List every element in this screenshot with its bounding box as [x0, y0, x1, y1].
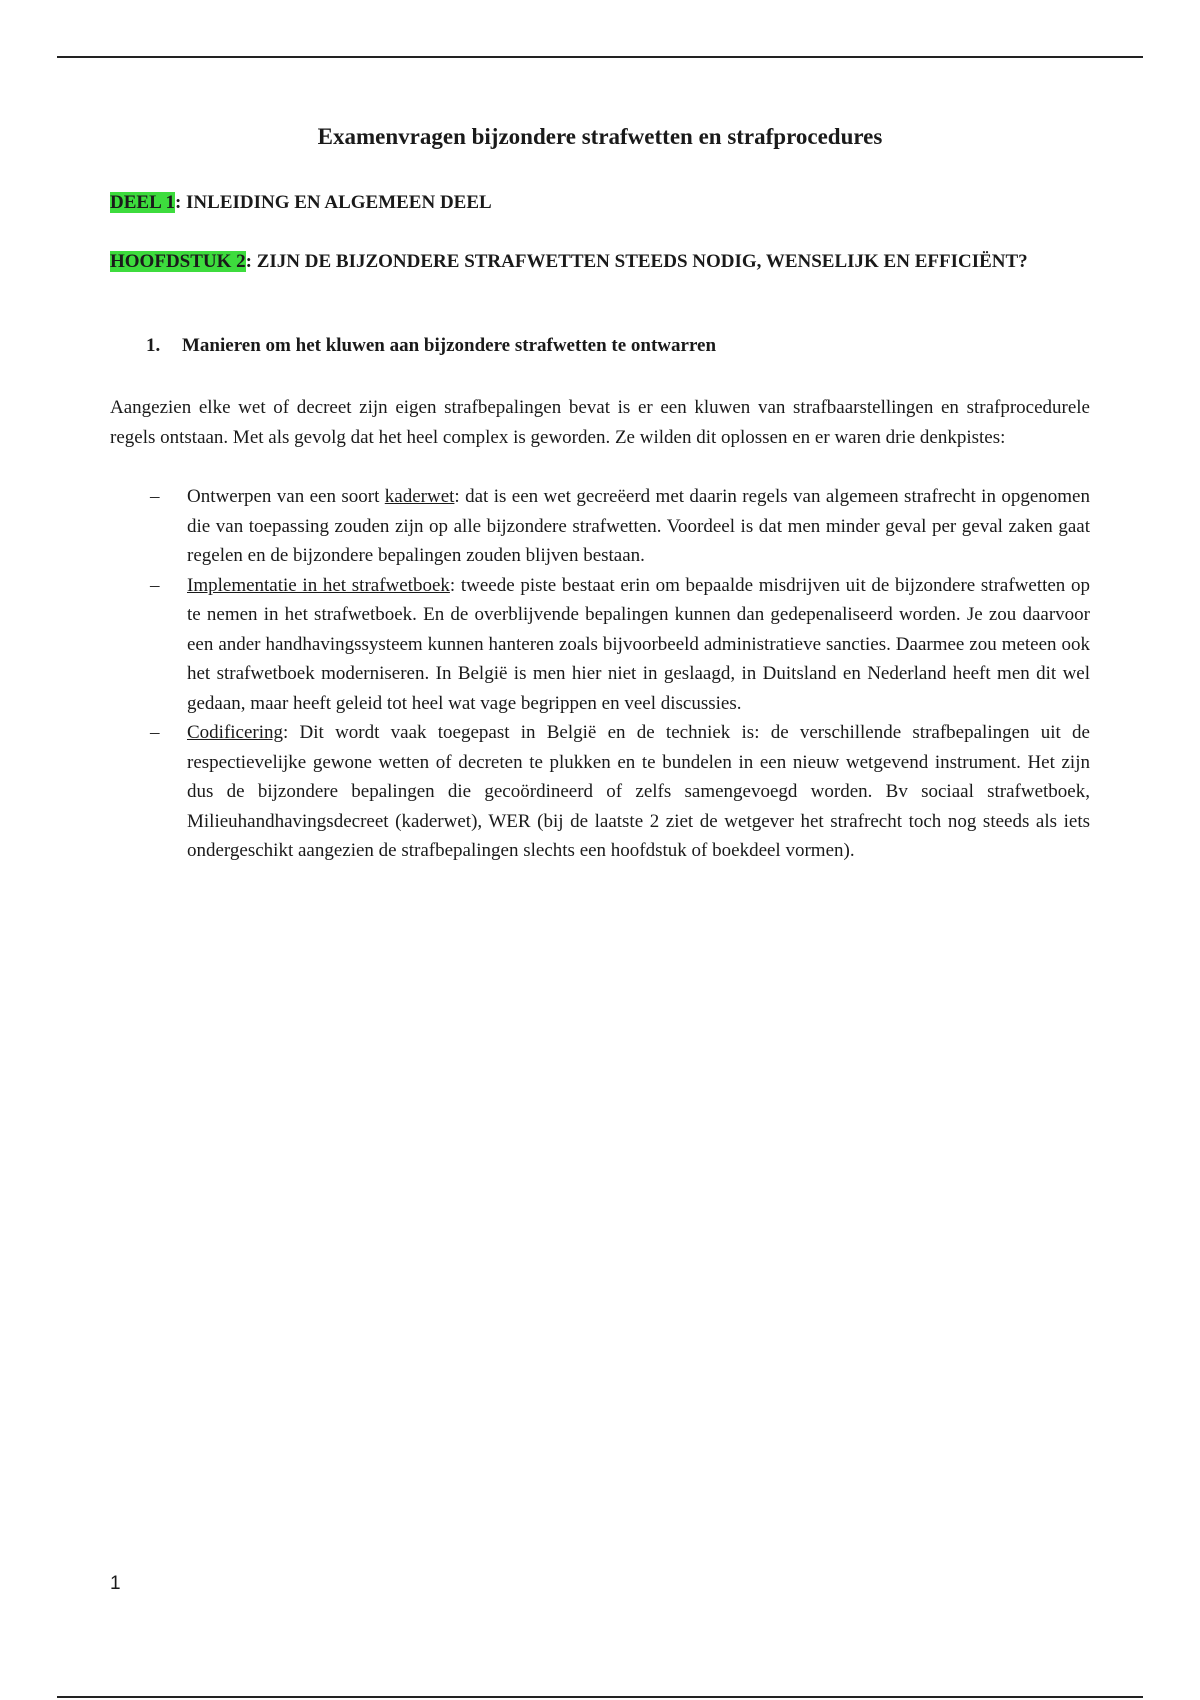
- bullet-dash: –: [150, 574, 160, 596]
- header-rule: [57, 56, 1143, 58]
- bullet-dash: –: [150, 486, 160, 507]
- part-label-highlight: DEEL 1: [110, 192, 175, 213]
- bullet-dash: –: [150, 722, 160, 743]
- bullet-prefix: Ontwerpen van een soort: [187, 486, 385, 507]
- chapter-heading-text: : ZIJN DE BIJZONDERE STRAFWETTEN STEEDS NODIG, WENSELIJK EN EFFICIËNT?: [245, 251, 1028, 272]
- list-item: [110, 482, 1090, 571]
- list-item: [110, 718, 1090, 866]
- chapter-label-highlight: HOOFDSTUK 2: [110, 251, 246, 272]
- page-number: 1: [110, 1573, 121, 1594]
- part-heading-text: : INLEIDING EN ALGEMEEN DEEL: [174, 192, 492, 213]
- section-heading: [146, 335, 716, 357]
- chapter-heading: [110, 247, 1090, 276]
- bullet-text: : dat is een wet gecreëerd met daarin regels van algemeen strafrecht in opgenomen die van toepassing zouden zijn op alle bijzondere strafwetten. Voordeel is dat men minder geval per geval zaken gaat regelen en de bijzondere bepalingen zouden blijven bestaan.: [187, 486, 1090, 566]
- bullet-term: kaderwet: [384, 486, 455, 507]
- bullet-term: Implementatie in het strafwetboek: [187, 574, 450, 596]
- bullet-text: : Dit wordt vaak toegepast in België en de techniek is: de verschillende strafbepalingen uit de respectievelijke gewone wetten of decreten te plukken en te bundelen in een nieuw wetgevend instrument. Het zijn dus de bijzondere bepalingen die gecoördineerd of zelfs samengevoegd worden. Bv sociaal strafwetboek, Milieuhandhavingsdecreet (kaderwet), WER (bij de laatste 2 ziet de wetgever het strafrecht toch nog steeds als iets ondergeschikt aangezien de strafbepalingen slechts een hoofdstuk of boekdeel vormen).: [187, 722, 1090, 861]
- document-title: Examenvragen bijzondere strafwetten en strafprocedures: [317, 124, 883, 149]
- intro-paragraph: Aangezien elke wet of decreet zijn eigen strafbepalingen bevat is er een kluwen van strafbaarstellingen en strafprocedurele regels ontstaan. Met als gevolg dat het heel complex is geworden. Ze wilden dit oplossen en er waren drie denkpistes:: [110, 397, 1090, 448]
- footer-rule: [57, 1696, 1143, 1698]
- part-heading: [110, 188, 1090, 217]
- bullet-list: [110, 482, 1090, 866]
- list-item: [110, 571, 1090, 719]
- bullet-term: Codificering: [187, 722, 284, 743]
- section-number: 1.: [146, 335, 161, 356]
- bullet-text: : tweede piste bestaat erin om bepaalde misdrijven uit de bijzondere strafwetten op te nemen in het strafwetboek. En de overblijvende bepalingen kunnen dan gedepenaliseerd worden. Je zou daarvoor een ander handhavingssysteem kunnen hanteren zoals bijvoorbeeld administratieve sancties. Daarmee zou meteen ook het strafwetboek moderniseren. In België is men hier niet in geslaagd, in Duitsland en Nederland heeft men dit wel gedaan, maar heeft geleid tot heel wat vage begrippen en veel discussies.: [187, 574, 1090, 714]
- section-title: Manieren om het kluwen aan bijzondere strafwetten te ontwarren: [182, 335, 717, 356]
